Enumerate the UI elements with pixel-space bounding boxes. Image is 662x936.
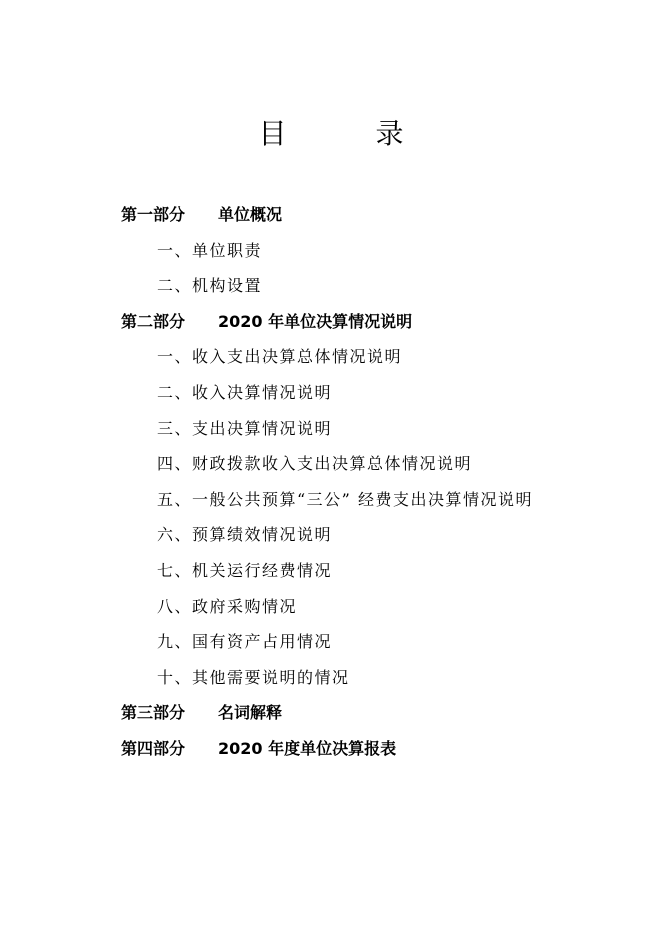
toc-item: 一、单位职责 xyxy=(157,240,263,260)
toc-item: 二、机构设置 xyxy=(157,276,263,296)
toc-part-number: 第三部分 xyxy=(121,703,186,723)
toc-part-title: 2020 年单位决算情况说明 xyxy=(218,311,413,331)
toc-item: 五、一般公共预算“三公” 经费支出决算情况说明 xyxy=(157,489,533,509)
toc-part-title: 名词解释 xyxy=(218,703,283,723)
toc-part-number: 第二部分 xyxy=(121,311,186,331)
toc-part-1 xyxy=(0,197,662,233)
toc-part-title: 2020 年度单位决算报表 xyxy=(218,738,397,758)
toc-item: 九、国有资产占用情况 xyxy=(157,632,333,652)
toc-item: 三、支出决算情况说明 xyxy=(157,418,333,438)
toc-part-3 xyxy=(0,695,662,731)
toc-item: 八、政府采购情况 xyxy=(157,596,298,616)
toc-item: 六、预算绩效情况说明 xyxy=(157,525,333,545)
toc-part-number: 第四部分 xyxy=(121,738,186,758)
toc-part-number: 第一部分 xyxy=(121,205,186,224)
toc-part-2 xyxy=(0,304,662,340)
toc-item: 四、财政拨款收入支出决算总体情况说明 xyxy=(157,454,473,474)
toc-part-4 xyxy=(0,731,662,767)
toc-item: 二、收入决算情况说明 xyxy=(157,382,333,402)
toc-item: 七、机关运行经费情况 xyxy=(157,560,333,580)
toc-item: 十、其他需要说明的情况 xyxy=(157,667,350,687)
toc-item: 一、收入支出决算总体情况说明 xyxy=(157,347,403,367)
toc-part-title: 单位概况 xyxy=(218,205,283,224)
page-title: 目 录 xyxy=(258,117,444,150)
table-of-contents xyxy=(0,197,662,767)
